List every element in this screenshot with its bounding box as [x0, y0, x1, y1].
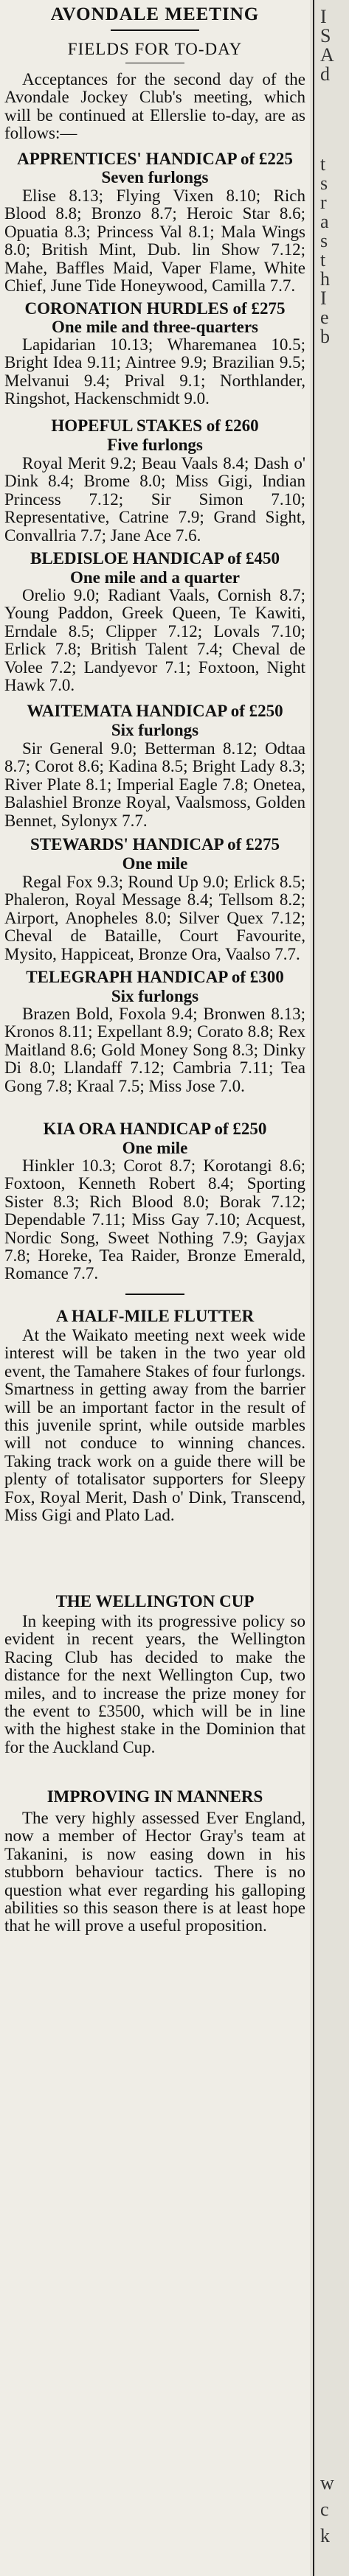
race-distance-telegraph: Six furlongs	[111, 987, 199, 1005]
race-fields-kia-ora: Hinkler 10.3; Corot 8.7; Korotangi 8.6; Foxtoon, Kenneth Robert 8.4; Sporting Sister 8.3; Rich Blood 8.0; Borak 7.12; Dependable 7.11; Miss Gay 7.10; Acquest, Nordic Song, Sweet Nothing 7.9; Gayjax 7.8; Horeke, Tea Raider, Bronze Emerald, Romance 7.7.	[4, 1157, 305, 1283]
edge-fragment: b	[320, 326, 330, 347]
race-distance-bledisloe: One mile and a quarter	[70, 568, 240, 587]
edge-fragment: t	[320, 249, 326, 270]
edge-fragment: h	[320, 268, 330, 290]
edge-fragment: a	[320, 211, 329, 232]
race-title-coronation: CORONATION HURDLES of £275	[24, 299, 286, 318]
article-title-half-mile-flutter: A HALF-MILE FLUTTER	[55, 1307, 255, 1325]
title-rule	[111, 29, 199, 31]
race-fields-coronation: Lapidarian 10.13; Wharemanea 10.5; Bright Idea 9.11; Aintree 9.9; Brazilian 9.5; Melvanui 9.4; Prival 9.1; Northlander, Ringshot, Hackenschmidt 9.0.	[4, 336, 305, 408]
race-fields-telegraph: Brazen Bold, Foxola 9.4; Bronwen 8.13; Kronos 8.11; Expellant 8.9; Corato 8.8; Rex Maitland 8.6; Gold Money Song 8.3; Dinky Di 8.0; Llandaff 7.12; Cambria 7.11; Tea Gong 7.8; Kraal 7.5; Miss Jose 7.0.	[4, 1005, 305, 1095]
race-fields-hopeful: Royal Merit 9.2; Beau Vaals 8.4; Dash o' Dink 8.4; Brome 8.0; Miss Gigi, Indian Princess 7.12; Sir Simon 7.10; Representative, Catrine 7.9; Grand Sight, Convallria 7.7; Jane Ace 7.6.	[4, 455, 305, 545]
race-title-waitemata: WAITEMATA HANDICAP of £250	[27, 702, 283, 720]
race-fields-bledisloe: Orelio 9.0; Radiant Vaals, Cornish 8.7; Young Paddon, Greek Queen, Te Kawiti, Erndale 8.5; Clipper 7.12; Lovals 7.10; Erlick 7.8; British Talent 7.4; Cheval de Volee 7.2; Landyevor 7.1; Foxtoon, Night Hawk 7.0.	[4, 587, 305, 695]
edge-fragment: I	[320, 6, 327, 27]
race-title-bledisloe: BLEDISLOE HANDICAP of £450	[30, 549, 280, 568]
race-distance-hopeful: Five furlongs	[107, 436, 203, 454]
race-title-hopeful: HOPEFUL STAKES of £260	[51, 416, 259, 435]
page-title: AVONDALE MEETING	[50, 4, 260, 24]
race-title-telegraph: TELEGRAPH HANDICAP of £300	[26, 968, 284, 986]
edge-fragment: w	[320, 2472, 334, 2493]
edge-fragment: S	[320, 25, 331, 46]
edge-fragment: A	[320, 44, 334, 66]
race-fields-apprentices: Elise 8.13; Flying Vixen 8.10; Rich Blood 8.8; Bronzo 8.7; Heroic Star 8.6; Opuatia 8.3; Princess Val 8.1; Mala Wings 8.0; British Mint, Dub. lin Show 7.12; Mahe, Baffles Maid, Vaper Flame, White Chief, June Tide Honeywood, Camilla 7.7.	[4, 187, 305, 296]
edge-fragment: s	[320, 230, 328, 251]
race-title-kia-ora: KIA ORA HANDICAP of £250	[43, 1120, 267, 1138]
article-text-half-mile-flutter: At the Waikato meeting next week wide interest will be taken in the two year old event, the Tamahere Stakes of four furlongs. Smartness in getting away from the barrier will be an important factor in the result of this juvenile sprint, while outside marbles will not conduce to winning chances. Taking track work on a guide there will be plenty of totalisator supporters for Sleepy Fox, Royal Merit, Dash o' Dink, Transcend, Miss Gigi and Plato Lad.	[4, 1327, 305, 1525]
edge-fragment: I	[320, 287, 327, 309]
race-fields-waitemata: Sir General 9.0; Betterman 8.12; Odtaa 8.7; Corot 8.6; Kadina 8.5; Bright Lady 8.3; River Plate 8.1; Imperial Eagle 7.8; Oneteа, Balashiel Bronze Royal, Vaalsmoss, Golden Bennet, Sylonyx 7.7.	[4, 740, 305, 830]
edge-fragment: d	[320, 63, 330, 85]
article-text-wellington-cup: In keeping with its progressive policy so evident in recent years, the Wellington Racing Club has decided to make the distance for the next Wellington Cup, two miles, and to increase the prize money for the event to £3500, which will be in line with the highest stake in the Dominion that for the Auckland Cup.	[4, 1613, 305, 1756]
edge-fragment: c	[320, 2499, 329, 2520]
race-fields-stewards: Regal Fox 9.3; Round Up 9.0; Erlick 8.5; Phaleron, Royal Message 8.4; Tellsom 8.2; Airport, Anopheles 8.0; Silver Quex 7.12; Cheval de Bataille, Court Favourite, Mysito, Happiceat, Bronze Ora, Vaalso 7.7.	[4, 873, 305, 963]
edge-fragment: r	[320, 192, 327, 213]
article-title-improving-manners: IMPROVING IN MANNERS	[46, 1787, 263, 1806]
edge-fragment: k	[320, 2525, 330, 2547]
article-title-wellington-cup: THE WELLINGTON CUP	[55, 1592, 255, 1610]
edge-fragment: e	[320, 307, 329, 328]
race-distance-kia-ora: One mile	[122, 1139, 188, 1157]
article-text-improving-manners: The very highly assessed Ever England, now a member of Hector Gray's team at Takanini, is now easing down in his stubborn behaviour tactics. There is no question what ever regarding his galloping abilities so this season there is at least hope that he will prove a useful proposition.	[4, 1809, 305, 1936]
intro-paragraph: Acceptances for the second day of the Avondale Jockey Club's meeting, which will be continued at Ellerslie to-day, are as follows:—	[4, 71, 305, 143]
race-distance-waitemata: Six furlongs	[111, 721, 199, 739]
page-subtitle: FIELDS FOR TO-DAY	[67, 40, 243, 58]
race-distance-apprentices: Seven furlongs	[101, 168, 209, 186]
section-divider	[125, 1294, 184, 1295]
edge-fragment: s	[320, 172, 328, 194]
edge-fragment: t	[320, 153, 326, 175]
race-title-apprentices: APPRENTICES' HANDICAP of £225	[17, 150, 293, 168]
adjacent-column-edge	[310, 0, 349, 2576]
race-distance-coronation: One mile and three-quarters	[51, 318, 258, 336]
race-distance-stewards: One mile	[122, 854, 188, 873]
column-rule	[313, 0, 314, 2576]
race-title-stewards: STEWARDS' HANDICAP of £275	[30, 835, 280, 854]
